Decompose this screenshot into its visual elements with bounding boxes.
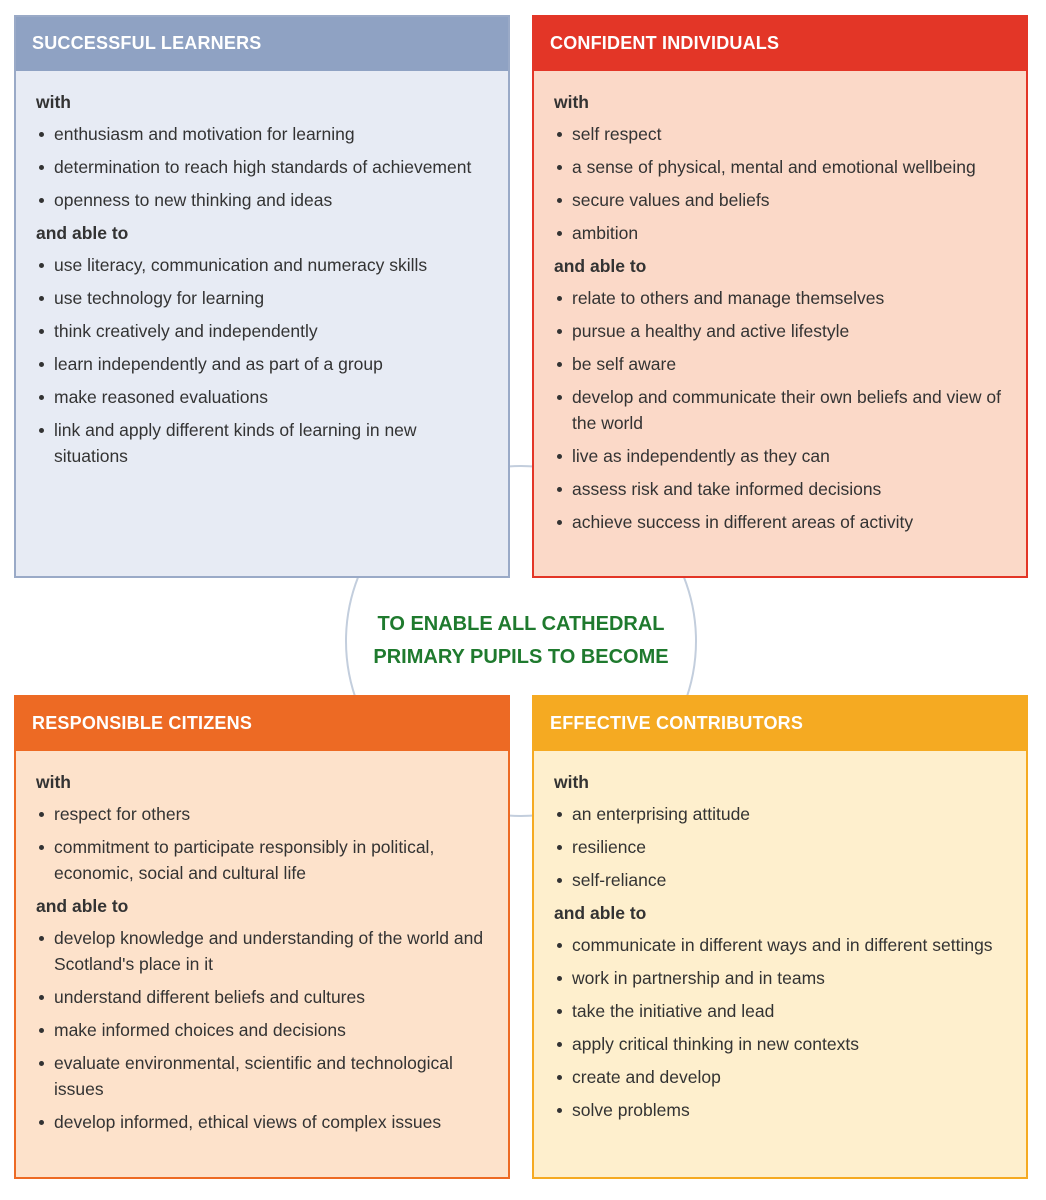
able-to-list [554,932,1012,1123]
list-item: respect for others [36,801,494,827]
list-item: think creatively and independently [36,318,494,344]
box-title: RESPONSIBLE CITIZENS [16,697,508,751]
box-body [534,751,1026,1123]
center-caption-line-2: PRIMARY PUPILS TO BECOME [373,646,669,668]
list-item: achieve success in different areas of activity [554,509,1012,535]
effective-contributors-box [532,695,1028,1179]
list-item: resilience [554,834,1012,860]
list-item: commitment to participate responsibly in political, economic, social and cultural life [36,834,494,886]
center-caption [345,608,697,674]
list-item: use technology for learning [36,285,494,311]
center-caption-line-1: TO ENABLE ALL CATHEDRAL [377,613,665,635]
box-body [16,71,508,469]
box-title: SUCCESSFUL LEARNERS [16,17,508,71]
able-to-list [554,285,1012,535]
list-item: secure values and beliefs [554,187,1012,213]
box-title: CONFIDENT INDIVIDUALS [534,17,1026,71]
list-item: use literacy, communication and numeracy skills [36,252,494,278]
list-item: pursue a healthy and active lifestyle [554,318,1012,344]
box-title: EFFECTIVE CONTRIBUTORS [534,697,1026,751]
able-to-label: and able to [554,903,647,923]
list-item: apply critical thinking in new contexts [554,1031,1012,1057]
box-body [534,71,1026,535]
list-item: a sense of physical, mental and emotional wellbeing [554,154,1012,180]
list-item: relate to others and manage themselves [554,285,1012,311]
list-item: make informed choices and decisions [36,1017,494,1043]
list-item: communicate in different ways and in different settings [554,932,1012,958]
with-label: with [36,92,71,112]
with-list [36,801,494,886]
responsible-citizens-box [14,695,510,1179]
with-list [554,121,1012,246]
list-item: learn independently and as part of a group [36,351,494,377]
list-item: make reasoned evaluations [36,384,494,410]
list-item: self-reliance [554,867,1012,893]
able-to-label: and able to [36,896,129,916]
able-to-label: and able to [554,256,647,276]
with-list [554,801,1012,893]
with-label: with [36,772,71,792]
list-item: be self aware [554,351,1012,377]
confident-individuals-box [532,15,1028,578]
with-list [36,121,494,213]
list-item: solve problems [554,1097,1012,1123]
list-item: evaluate environmental, scientific and technological issues [36,1050,494,1102]
able-to-list [36,252,494,469]
list-item: determination to reach high standards of achievement [36,154,494,180]
list-item: develop knowledge and understanding of the world and Scotland's place in it [36,925,494,977]
list-item: work in partnership and in teams [554,965,1012,991]
able-to-list [36,925,494,1135]
list-item: assess risk and take informed decisions [554,476,1012,502]
list-item: live as independently as they can [554,443,1012,469]
with-label: with [554,92,589,112]
list-item: take the initiative and lead [554,998,1012,1024]
list-item: create and develop [554,1064,1012,1090]
list-item: enthusiasm and motivation for learning [36,121,494,147]
list-item: understand different beliefs and cultures [36,984,494,1010]
list-item: develop informed, ethical views of complex issues [36,1109,494,1135]
list-item: openness to new thinking and ideas [36,187,494,213]
list-item: an enterprising attitude [554,801,1012,827]
list-item: ambition [554,220,1012,246]
list-item: link and apply different kinds of learning in new situations [36,417,494,469]
box-body [16,751,508,1135]
able-to-label: and able to [36,223,129,243]
with-label: with [554,772,589,792]
successful-learners-box [14,15,510,578]
list-item: self respect [554,121,1012,147]
list-item: develop and communicate their own beliefs and view of the world [554,384,1012,436]
